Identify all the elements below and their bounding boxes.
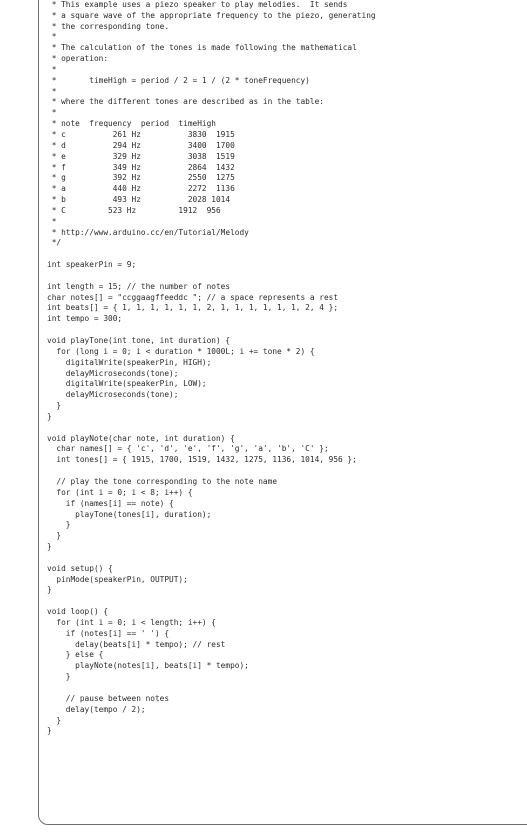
code-line: } [47,585,52,595]
code-line: * timeHigh = period / 2 = 1 / (2 * toneFrequency) [47,75,310,85]
code-line: playNote(notes[i], beats[i] * tempo); [47,661,249,671]
code-line: for (int i = 0; i < 8; i++) { [47,487,193,497]
code-line: * [47,32,57,42]
code-line [47,748,376,759]
code-line: } [47,401,62,411]
code-line: * [47,86,57,96]
code-line: * a square wave of the appropriate frequency to the piezo, generating [47,10,376,20]
code-line: delayMicroseconds(tone); [47,390,179,400]
code-line: * where the different tones are described as in the table: [47,97,324,107]
code-line: * The calculation of the tones is made following the mathematical [47,43,357,53]
code-line: * [47,216,57,226]
code-line: digitalWrite(speakerPin, HIGH); [47,357,212,367]
code-line: * This example uses a piezo speaker to play melodies. It sends [47,0,348,9]
code-line: int tones[] = { 1915, 1700, 1519, 1432, 1275, 1136, 1014, 956 }; [47,455,357,465]
code-line: int tempo = 300; [47,314,123,324]
code-line: } [47,726,52,736]
code-line: digitalWrite(speakerPin, LOW); [47,379,207,389]
code-line: if (notes[i] == ' ') { [47,628,170,638]
code-line: void loop() { [47,607,109,617]
code-line: * a 440 Hz 2272 1136 [47,184,235,194]
code-line [47,596,376,607]
code-line: pinMode(speakerPin, OUTPUT); [47,574,188,584]
code-line: delay(beats[i] * tempo); // rest [47,639,226,649]
code-line: } [47,531,62,541]
code-line [47,271,376,282]
code-line: */ [47,238,62,248]
code-line [47,737,376,748]
code-line: void playNote(char note, int duration) { [47,433,235,443]
code-line: int beats[] = { 1, 1, 1, 1, 1, 1, 2, 1, 1, 1, 1, 1, 1, 2, 4 }; [47,303,339,313]
code-line: } [47,715,62,725]
code-line [47,683,376,694]
code-line: // pause between notes [47,693,170,703]
code-line: * b 493 Hz 2028 1014 [47,195,231,205]
code-line: * operation: [47,54,109,64]
code-line: delayMicroseconds(tone); [47,368,179,378]
code-line [47,423,376,434]
code-line: * g 392 Hz 2550 1275 [47,173,235,183]
code-panel [38,0,527,825]
code-line: char notes[] = "ccggaagffeeddc "; // a space represents a rest [47,292,339,302]
code-line: * the corresponding tone. [47,21,170,31]
code-line: // play the tone corresponding to the note name [47,476,278,486]
code-line: int length = 15; // the number of notes [47,281,231,291]
code-line [47,466,376,477]
code-line: * d 294 Hz 3400 1700 [47,140,235,150]
code-line: * f 349 Hz 2864 1432 [47,162,235,172]
code-line: * C 523 Hz 1912 956 [47,205,221,215]
code-line: } [47,520,71,530]
code-line: } [47,411,52,421]
code-line: delay(tempo / 2); [47,704,146,714]
code-line: * [47,64,57,74]
code-line: } [47,542,52,552]
code-line: } [47,672,71,682]
code-line: char names[] = { 'c', 'd', 'e', 'f', 'g', 'a', 'b', 'C' }; [47,444,329,454]
code-line: } else { [47,650,104,660]
code-line [47,249,376,260]
code-line [47,553,376,564]
code-line: * http://www.arduino.cc/en/Tutorial/Melody [47,227,249,237]
code-line: int speakerPin = 9; [47,260,137,270]
code-line: * c 261 Hz 3830 1915 [47,129,235,139]
code-line: * e 329 Hz 3038 1519 [47,151,235,161]
code-line [47,325,376,336]
code-line: if (names[i] == note) { [47,498,174,508]
code-line: for (long i = 0; i < duration * 1000L; i += tone * 2) { [47,346,315,356]
code-line: for (int i = 0; i < length; i++) { [47,617,216,627]
code-line: * [47,108,57,118]
code-listing[interactable] [47,0,376,759]
code-line: * note frequency period timeHigh [47,119,216,129]
code-line: playTone(tones[i], duration); [47,509,212,519]
code-line: void setup() { [47,563,113,573]
code-line: void playTone(int tone, int duration) { [47,336,231,345]
